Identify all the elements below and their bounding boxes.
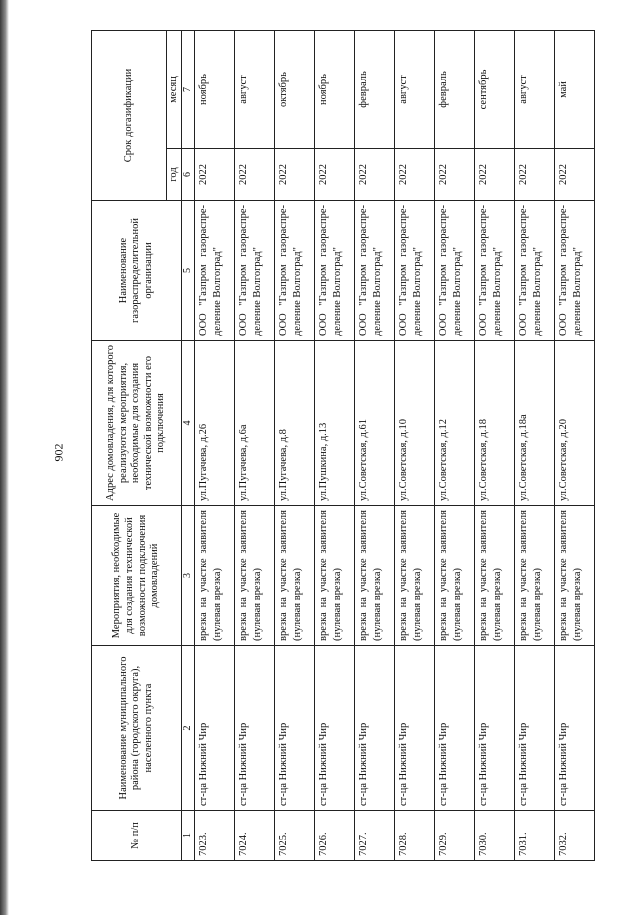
row-number: 7031. [515, 811, 555, 861]
row-year: 2022 [475, 149, 515, 201]
row-month: август [515, 30, 555, 148]
row-org [395, 201, 435, 341]
row-activity-line2: (нулевая врезка) [371, 568, 383, 641]
row-activity [235, 506, 275, 646]
row-place: ст-ца Нижний Чир [395, 646, 435, 811]
row-place: ст-ца Нижний Чир [315, 646, 355, 811]
row-org-line1: ООО "Газпром газораспре- [318, 205, 329, 336]
row-activity-line2: (нулевая врезка) [291, 568, 303, 641]
row-activity-line2: (нулевая врезка) [451, 568, 463, 641]
table-region [91, 31, 637, 861]
page-number: 902 [51, 443, 66, 462]
row-place: ст-ца Нижний Чир [555, 646, 595, 811]
column-number-row [182, 30, 195, 860]
table-row [275, 30, 315, 860]
row-org [315, 201, 355, 341]
row-place: ст-ца Нижний Чир [355, 646, 395, 811]
row-activity [435, 506, 475, 646]
row-activity-line1: врезка на участке заявителя [318, 510, 329, 641]
row-place: ст-ца Нижний Чир [275, 646, 315, 811]
header-district: Наименование муниципального района (городского округа), населенного пункта [92, 646, 182, 811]
row-org-line1: ООО "Газпром газораспре- [398, 205, 409, 336]
row-activity [275, 506, 315, 646]
row-org [235, 201, 275, 341]
row-month: май [555, 30, 595, 148]
row-number: 7025. [275, 811, 315, 861]
header-row [92, 30, 167, 860]
row-activity [515, 506, 555, 646]
row-month: февраль [435, 30, 475, 148]
table-row [475, 30, 515, 860]
row-activity-line1: врезка на участке заявителя [278, 510, 289, 641]
gasification-table [91, 30, 595, 861]
header-term: Срок догазификации [92, 30, 167, 200]
row-org-line1: ООО "Газпром газораспре- [198, 205, 209, 336]
row-number: 7029. [435, 811, 475, 861]
row-org [475, 201, 515, 341]
table-row [395, 30, 435, 860]
row-year: 2022 [235, 149, 275, 201]
row-number: 7023. [195, 811, 235, 861]
scan-edge-shadow [0, 0, 9, 915]
row-activity [475, 506, 515, 646]
row-org-line2: деление Волгоград" [251, 247, 263, 336]
row-org-line1: ООО "Газпром газораспре- [518, 205, 529, 336]
row-place: ст-ца Нижний Чир [235, 646, 275, 811]
header-org: Наименование газораспределительной организации [92, 201, 182, 341]
column-number: 5 [182, 201, 195, 341]
table-row [435, 30, 475, 860]
row-address: ул.Пугачева, д.8 [275, 341, 315, 506]
row-year: 2022 [355, 149, 395, 201]
row-address: ул.Советская, д.12 [435, 341, 475, 506]
row-activity-line2: (нулевая врезка) [411, 568, 423, 641]
row-org-line2: деление Волгоград" [571, 247, 583, 336]
row-place: ст-ца Нижний Чир [515, 646, 555, 811]
table-row [355, 30, 395, 860]
row-activity-line2: (нулевая врезка) [491, 568, 503, 641]
row-address: ул.Советская, д.10 [395, 341, 435, 506]
column-number: 1 [182, 811, 195, 861]
row-address: ул.Пушкина, д.13 [315, 341, 355, 506]
row-org-line2: деление Волгоград" [211, 247, 223, 336]
row-address: ул.Пугачева, д.26 [195, 341, 235, 506]
row-activity-line2: (нулевая врезка) [531, 568, 543, 641]
row-org [355, 201, 395, 341]
row-address: ул.Советская, д.18а [515, 341, 555, 506]
table-row [235, 30, 275, 860]
header-activity: Мероприятия, необходимые для создания технической возможности подключения домовладений [92, 506, 182, 646]
row-number: 7026. [315, 811, 355, 861]
row-place: ст-ца Нижний Чир [195, 646, 235, 811]
row-activity-line1: врезка на участке заявителя [518, 510, 529, 641]
row-number: 7027. [355, 811, 395, 861]
row-month: ноябрь [195, 30, 235, 148]
row-activity-line1: врезка на участке заявителя [478, 510, 489, 641]
table-row [515, 30, 555, 860]
row-activity-line1: врезка на участке заявителя [358, 510, 369, 641]
row-address: ул.Пугачева, д.6а [235, 341, 275, 506]
row-year: 2022 [515, 149, 555, 201]
row-activity-line2: (нулевая врезка) [571, 568, 583, 641]
table-row [555, 30, 595, 860]
row-number: 7030. [475, 811, 515, 861]
row-address: ул.Советская, д.18 [475, 341, 515, 506]
row-activity-line2: (нулевая врезка) [331, 568, 343, 641]
row-org [435, 201, 475, 341]
row-month: сентябрь [475, 30, 515, 148]
row-org-line2: деление Волгоград" [331, 247, 343, 336]
row-year: 2022 [395, 149, 435, 201]
row-org [555, 201, 595, 341]
row-org-line2: деление Волгоград" [491, 247, 503, 336]
row-place: ст-ца Нижний Чир [435, 646, 475, 811]
row-number: 7028. [395, 811, 435, 861]
row-activity [195, 506, 235, 646]
table-row [315, 30, 355, 860]
row-org-line1: ООО "Газпром газораспре- [438, 205, 449, 336]
row-activity-line1: врезка на участке заявителя [198, 510, 209, 641]
row-year: 2022 [275, 149, 315, 201]
row-month: август [235, 30, 275, 148]
column-number: 2 [182, 646, 195, 811]
table-body [195, 30, 595, 860]
row-org-line1: ООО "Газпром газораспре- [558, 205, 569, 336]
row-org-line2: деление Волгоград" [371, 247, 383, 336]
row-year: 2022 [315, 149, 355, 201]
row-activity-line1: врезка на участке заявителя [438, 510, 449, 641]
row-org-line1: ООО "Газпром газораспре- [278, 205, 289, 336]
row-activity [355, 506, 395, 646]
row-org-line2: деление Волгоград" [451, 247, 463, 336]
row-org-line2: деление Волгоград" [291, 247, 303, 336]
row-activity [395, 506, 435, 646]
row-activity [315, 506, 355, 646]
rotated-table-wrapper [91, 31, 637, 861]
row-activity-line2: (нулевая врезка) [211, 568, 223, 641]
row-number: 7032. [555, 811, 595, 861]
row-org-line1: ООО "Газпром газораспре- [358, 205, 369, 336]
row-address: ул.Советская, д.20 [555, 341, 595, 506]
row-place: ст-ца Нижний Чир [475, 646, 515, 811]
row-address: ул.Советская, д.61 [355, 341, 395, 506]
row-year: 2022 [435, 149, 475, 201]
column-number: 3 [182, 506, 195, 646]
row-year: 2022 [555, 149, 595, 201]
table-row [195, 30, 235, 860]
row-org-line1: ООО "Газпром газораспре- [478, 205, 489, 336]
row-month: август [395, 30, 435, 148]
header-month: месяц [167, 30, 182, 148]
row-activity [555, 506, 595, 646]
row-org [195, 201, 235, 341]
row-org-line2: деление Волгоград" [411, 247, 423, 336]
row-activity-line1: врезка на участке заявителя [238, 510, 249, 641]
header-year: год [167, 149, 182, 201]
header-no: № п/п [92, 811, 182, 861]
column-number: 6 [182, 149, 195, 201]
row-month: февраль [355, 30, 395, 148]
row-activity-line1: врезка на участке заявителя [558, 510, 569, 641]
row-org-line1: ООО "Газпром газораспре- [238, 205, 249, 336]
row-activity-line1: врезка на участке заявителя [398, 510, 409, 641]
row-activity-line2: (нулевая врезка) [251, 568, 263, 641]
row-org [275, 201, 315, 341]
column-number: 7 [182, 30, 195, 148]
row-month: октябрь [275, 30, 315, 148]
row-month: ноябрь [315, 30, 355, 148]
row-org [515, 201, 555, 341]
column-number: 4 [182, 341, 195, 506]
row-number: 7024. [235, 811, 275, 861]
row-year: 2022 [195, 149, 235, 201]
header-address: Адрес домовладения, для которого реализуются мероприятия, необходимые для создания технической возможности его подключения [92, 341, 182, 506]
row-org-line2: деление Волгоград" [531, 247, 543, 336]
